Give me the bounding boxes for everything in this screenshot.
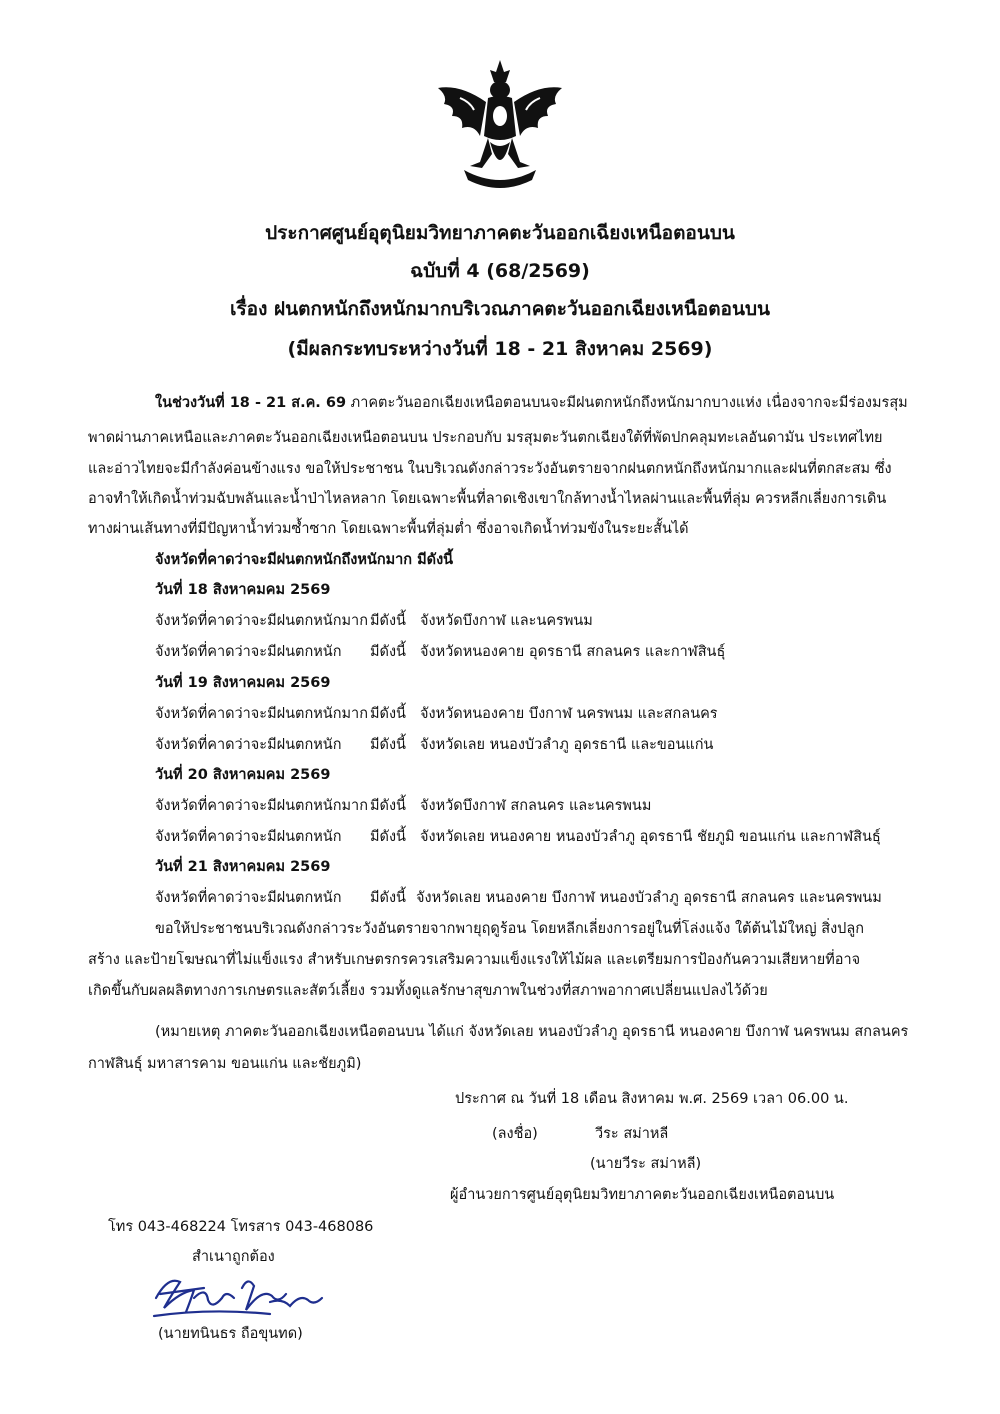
province-list: จังหวัดหนองคาย อุดรธานี สกลนคร และกาฬสินธุ์ — [420, 644, 726, 660]
rain-level-label: จังหวัดที่คาดว่าจะมีฝนตกหนักมาก — [155, 613, 368, 629]
advice-line-2: สร้าง และป้ายโฆษณาที่ไม่แข็งแรง สำหรับเกษตรกรควรเสริมความแข็งแรงให้ไม้ผล และเตรียมการป้องกันความเสียหายที่อาจ — [88, 952, 861, 968]
rain-level-label: จังหวัดที่คาดว่าจะมีฝนตกหนักมาก — [155, 798, 368, 814]
day-date: วันที่ 18 สิงหาคมคม 2569 — [155, 582, 331, 598]
rain-level-label: จังหวัดที่คาดว่าจะมีฝนตกหนัก — [155, 890, 342, 906]
subject-line: เรื่อง ฝนตกหนักถึงหนักมากบริเวณภาคตะวันออกเฉียงเหนือตอนบน — [229, 298, 770, 320]
intro-line-4: อาจทำให้เกิดน้ำท่วมฉับพลันและน้ำป่าไหลหลาก โดยเฉพาะพื้นที่ลาดเชิงเขาใกล้ทางน้ำไหลผ่านและพื้นที่ลุ่ม ควรหลีกเลี่ยงการเดิน — [88, 491, 887, 507]
rain-level-label: จังหวัดที่คาดว่าจะมีฝนตกหนัก — [155, 829, 342, 845]
intro-line-1-rest: ภาคตะวันออกเฉียงเหนือตอนบนจะมีฝนตกหนักถึงหนักมากบางแห่ง เนื่องจากจะมีร่องมรสุม — [346, 395, 908, 411]
effect-period: (มีผลกระทบระหว่างวันที่ 18 - 21 สิงหาคม 2569) — [287, 338, 713, 360]
rain-colon: มีดังนี้ — [370, 706, 406, 722]
advice-line-1: ขอให้ประชาชนบริเวณดังกล่าวระวังอันตรายจากพายุฤดูร้อน โดยหลีกเลี่ยงการอยู่ในที่โล่งแจ้ง ใต้ต้นไม้ใหญ่ สิ่งปลูก — [155, 921, 865, 937]
province-list: จังหวัดเลย หนองคาย หนองบัวลำภู อุดรธานี ชัยภูมิ ขอนแก่น และกาฬสินธุ์ — [420, 829, 881, 845]
province-list: จังหวัดเลย หนองบัวลำภู อุดรธานี และขอนแก่น — [420, 737, 714, 753]
intro-line-2: พาดผ่านภาคเหนือและภาคตะวันออกเฉียงเหนือตอนบน ประกอบกับ มรสุมตะวันตกเฉียงใต้ที่พัดปกคลุมทะเลอันดามัน ประเทศไทย — [88, 430, 883, 446]
province-list: จังหวัดหนองคาย บึงกาฬ นครพนม และสกลนคร — [420, 706, 718, 722]
certifier-name: (นายทนินธร ถือขุนทด) — [158, 1326, 303, 1342]
advice-line-3: เกิดขึ้นกับผลผลิตทางการเกษตรและสัตว์เลี้ยง รวมทั้งดูแลรักษาสุขภาพในช่วงที่สภาพอากาศเปลี่ยนแปลงไว้ด้วย — [88, 983, 768, 999]
note-line-2: กาฬสินธุ์ มหาสารคาม ขอนแก่น และชัยภูมิ) — [88, 1056, 362, 1072]
intro-line-1 — [155, 391, 908, 414]
rain-colon: มีดังนี้ — [370, 829, 406, 845]
intro-line-3: และอ่าวไทยจะมีกำลังค่อนข้างแรง ขอให้ประชาชน ในบริเวณดังกล่าวระวังอันตรายจากฝนตกหนักถึงหนักมากและฝนที่ตกสะสม ซึ่ง — [88, 461, 892, 477]
garuda-emblem — [430, 58, 570, 198]
note-line-1: (หมายเหตุ ภาคตะวันออกเฉียงเหนือตอนบน ได้แก่ จังหวัดเลย หนองบัวลำภู อุดรธานี หนองคาย บึงกาฬ นครพนม สกลนคร — [155, 1024, 909, 1040]
handwritten-signature — [150, 1268, 325, 1326]
announcement-title: ประกาศศูนย์อุตุนิยมวิทยาภาคตะวันออกเฉียงเหนือตอนบน — [265, 222, 735, 244]
day-date: วันที่ 20 สิงหาคมคม 2569 — [155, 767, 331, 783]
signatory-full-name: (นายวีระ สม่าหลี) — [590, 1156, 702, 1172]
certified-copy: สำเนาถูกต้อง — [192, 1249, 275, 1265]
intro-line-5: ทางผ่านเส้นทางที่มีปัญหาน้ำท่วมซ้ำซาก โดยเฉพาะพื้นที่ลุ่มต่ำ ซึ่งอาจเกิดน้ำท่วมขังในระยะสั้นได้ — [88, 521, 689, 537]
announced-date: ประกาศ ณ วันที่ 18 เดือน สิงหาคม พ.ศ. 2569 เวลา 06.00 น. — [455, 1091, 849, 1107]
signatory-position: ผู้อำนวยการศูนย์อุตุนิยมวิทยาภาคตะวันออกเฉียงเหนือตอนบน — [450, 1187, 835, 1203]
rain-colon: มีดังนี้ — [370, 644, 406, 660]
intro-lead: ในช่วงวันที่ 18 - 21 ส.ค. 69 — [155, 395, 347, 411]
day-date: วันที่ 21 สิงหาคมคม 2569 — [155, 859, 331, 875]
rain-level-label: จังหวัดที่คาดว่าจะมีฝนตกหนักมาก — [155, 706, 368, 722]
contact-numbers: โทร 043-468224 โทรสาร 043-468086 — [108, 1219, 374, 1235]
province-list: จังหวัดบึงกาฬ สกลนคร และนครพนม — [420, 798, 652, 814]
rain-colon: มีดังนี้ — [370, 737, 406, 753]
rain-colon: มีดังนี้ — [370, 613, 406, 629]
rain-colon: มีดังนี้ — [370, 798, 406, 814]
signed-name: วีระ สม่าหลี — [595, 1126, 669, 1142]
province-list: จังหวัดบึงกาฬ และนครพนม — [420, 613, 593, 629]
province-list: จังหวัดเลย หนองคาย บึงกาฬ หนองบัวลำภู อุดรธานี สกลนคร และนครพนม — [416, 890, 882, 906]
rain-colon: มีดังนี้ — [370, 890, 406, 906]
rain-level-label: จังหวัดที่คาดว่าจะมีฝนตกหนัก — [155, 737, 342, 753]
provinces-heading: จังหวัดที่คาดว่าจะมีฝนตกหนักถึงหนักมาก มีดังนี้ — [155, 552, 454, 568]
rain-level-label: จังหวัดที่คาดว่าจะมีฝนตกหนัก — [155, 644, 342, 660]
day-date: วันที่ 19 สิงหาคมคม 2569 — [155, 675, 331, 691]
signed-label: (ลงชื่อ) — [492, 1126, 538, 1142]
issue-number: ฉบับที่ 4 (68/2569) — [410, 260, 590, 282]
